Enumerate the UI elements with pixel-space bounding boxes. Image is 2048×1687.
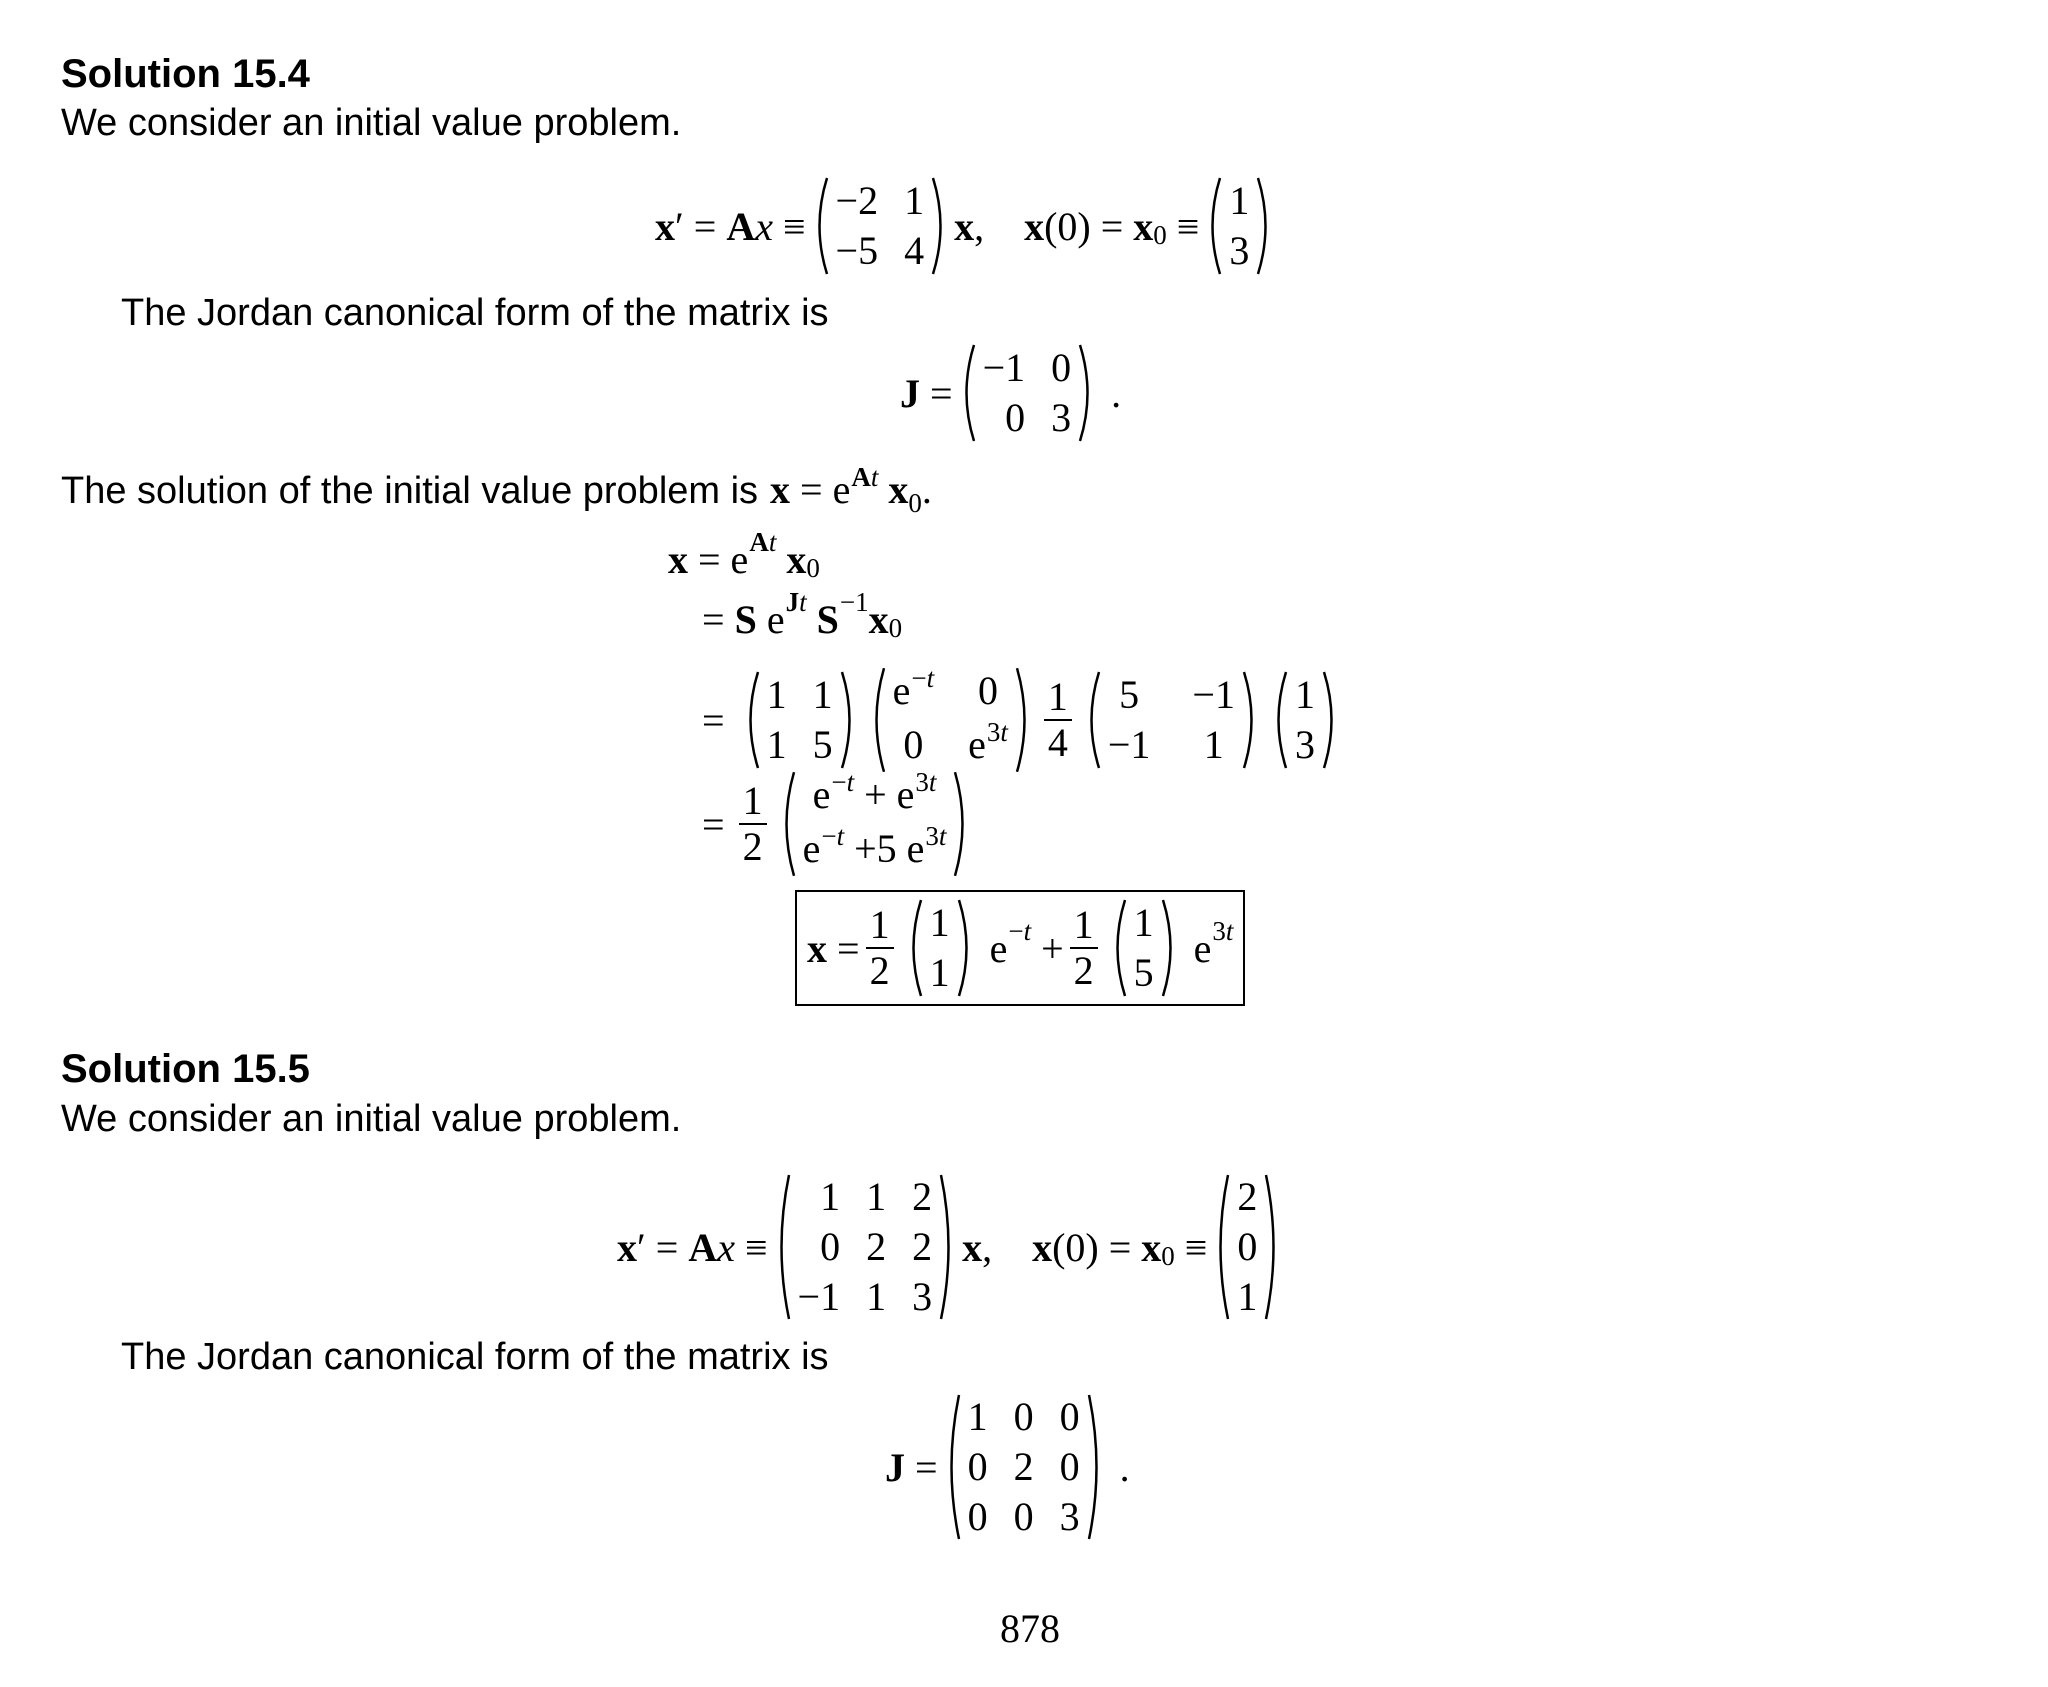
- fraction-one-half: $\frac{1}{2}$: [739, 779, 767, 869]
- equation-jordan-15-5: J = 1 0 0 0 2 0 0 0 3 .: [885, 1392, 1130, 1542]
- jordan-form-text-15-4: The Jordan canonical form of the matrix is: [121, 292, 829, 334]
- matrix-exp-Jt: $e^{-t}$ 0 0 $e^{3t}$: [867, 666, 1034, 774]
- derivation-line-3: = 1 1 1 5 $e^{-t}$ 0 0 $e^{3t}$ $\frac{1}{4}$ 5 −1 −1 1 1 3: [702, 666, 1345, 774]
- vector-x0: 1 3: [1203, 176, 1275, 276]
- solution-15-4-intro: We consider an initial value problem.: [61, 102, 682, 144]
- matrix-S-inverse: 5 −1 −1 1: [1082, 670, 1261, 770]
- solution-15-5-heading: Solution 15.5: [61, 1047, 310, 1091]
- matrix-S: 1 1 1 5: [741, 670, 859, 770]
- matrix-J-3x3: 1 0 0 0 2 0 0 0 3: [942, 1392, 1106, 1542]
- fraction-one-quarter: $\frac{1}{4}$: [1044, 675, 1072, 765]
- matrix-A: −2 1 −5 4: [810, 176, 951, 276]
- derivation-line-2: = S e Jt S −1 x 0: [702, 587, 903, 643]
- fraction-half-2: $\frac{1}{2}$: [1070, 903, 1098, 993]
- vector-x0-repeat: 1 3: [1269, 670, 1341, 770]
- boxed-final-solution: x = $\frac{1}{2}$ 1 1 e −t + $\frac{1}{2}$ 1 5 e 3t: [795, 890, 1245, 1006]
- vector-x0-3: 2 0 1: [1211, 1172, 1283, 1322]
- eigenvector-1: 1 1: [904, 898, 976, 998]
- matrix-J: −1 0 0 3: [957, 343, 1098, 443]
- equation-jordan-15-4: J = −1 0 0 3 .: [900, 343, 1121, 443]
- matrix-A-3x3: 1 1 2 0 2 2 −1 1 3: [772, 1172, 959, 1322]
- derivation-line-1: x = e At x 0: [668, 527, 820, 583]
- solution-15-5-intro: We consider an initial value problem.: [61, 1098, 682, 1140]
- solution-sentence-15-4: The solution of the initial value problem is $x = e^{At}$ $x_0$.: [61, 462, 932, 518]
- equation-ivp-15-5: x ′ = A x ≡ 1 1 2 0 2 2 −1 1 3 x , x (0) = x 0 ≡ 2 0 1: [617, 1172, 1287, 1322]
- vector-result: $e^{-t} + e^{3t}$ $e^{-t} +5$ $e^{3t}$: [777, 770, 973, 878]
- solution-15-4-heading: Solution 15.4: [61, 52, 310, 96]
- equation-ivp-15-4: x ′ = A x ≡ −2 1 −5 4 x , x (0) = x 0 ≡ 1 3: [655, 176, 1279, 276]
- eigenvector-2: 1 5: [1108, 898, 1180, 998]
- fraction-half-1: $\frac{1}{2}$: [866, 903, 894, 993]
- jordan-form-text-15-5: The Jordan canonical form of the matrix is: [121, 1336, 829, 1378]
- derivation-line-4: = $\frac{1}{2}$ $e^{-t} + e^{3t}$ $e^{-t} +5$ $e^{3t}$: [702, 770, 976, 878]
- page-number: 878: [1000, 1606, 1060, 1651]
